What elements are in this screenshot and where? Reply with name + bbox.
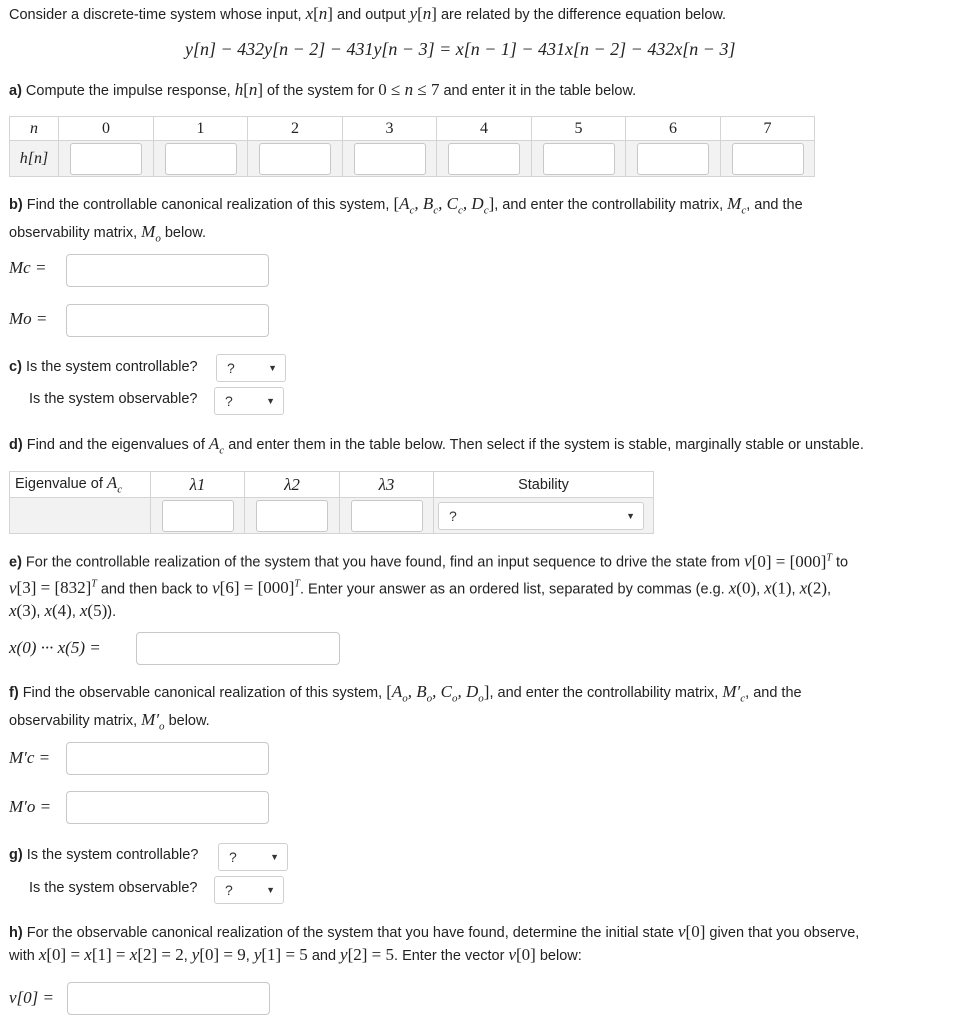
mo-prime-label: M′o = bbox=[9, 797, 52, 816]
lambda1-header: λ1 bbox=[151, 472, 245, 498]
v0-input[interactable] bbox=[67, 982, 270, 1015]
mo-label: Mo = bbox=[9, 309, 48, 328]
stability-header: Stability bbox=[434, 472, 654, 498]
h-header: h[n] bbox=[10, 141, 59, 177]
mc-label: Mc = bbox=[9, 258, 47, 277]
col-header: 7 bbox=[721, 117, 815, 141]
lambda2-header: λ2 bbox=[245, 472, 340, 498]
chevron-down-icon: ▼ bbox=[266, 885, 275, 895]
eig-header: Eigenvalue of $A_c$ bbox=[10, 472, 151, 498]
col-header: 1 bbox=[154, 117, 248, 141]
part-b-text: b) Find the controllable canonical realization of this system, [$A_c$, $B_c$, $C_c$, $D_c$], and enter the controllability matrix, $M_c$, and the observability matrix, $M_o$ below. bbox=[9, 194, 803, 245]
col-header: 3 bbox=[343, 117, 437, 141]
h7-input[interactable] bbox=[732, 143, 804, 175]
col-header: 4 bbox=[437, 117, 532, 141]
col-header: 0 bbox=[59, 117, 154, 141]
h3-input[interactable] bbox=[354, 143, 426, 175]
col-header: 6 bbox=[626, 117, 721, 141]
chevron-down-icon: ▼ bbox=[268, 363, 277, 373]
chevron-down-icon: ▼ bbox=[626, 510, 635, 521]
lambda3-header: λ3 bbox=[340, 472, 434, 498]
h4-input[interactable] bbox=[448, 143, 520, 175]
h1-input[interactable] bbox=[165, 143, 237, 175]
lambda1-input[interactable] bbox=[162, 500, 234, 532]
part-a-text: a) Compute the impulse response, h[n] of the system for 0 ≤ n ≤ 7 and enter it in the table below. bbox=[9, 80, 637, 99]
lambda2-input[interactable] bbox=[256, 500, 328, 532]
chevron-down-icon: ▼ bbox=[266, 396, 275, 406]
x-sequence-input[interactable] bbox=[136, 632, 340, 665]
chevron-down-icon: ▼ bbox=[270, 852, 279, 862]
part-f-text: f) Find the observable canonical realization of this system, [$A_o$, $B_o$, $C_o$, $D_o$], and enter the controllability matrix, $M'_c$, and the observability matrix, $M'_o$ below. bbox=[9, 682, 802, 733]
part-d-text: d) Find and the eigenvalues of $A_c$ and enter them in the table below. Then select if the system is stable, marginally stable or unstable. bbox=[9, 434, 864, 457]
eigenvalue-table bbox=[9, 471, 654, 534]
n-header: n bbox=[10, 117, 59, 141]
part-c-q1: c) Is the system controllable? bbox=[9, 359, 198, 375]
difference-equation: y[n] − 432y[n − 2] − 431y[n − 3] = x[n − 1] − 431x[n − 2] − 432x[n − 3] bbox=[185, 39, 736, 59]
mc-prime-label: M′c = bbox=[9, 748, 51, 767]
part-c-q2: Is the system observable? bbox=[29, 391, 198, 407]
h2-input[interactable] bbox=[259, 143, 331, 175]
impulse-response-table bbox=[9, 116, 815, 177]
col-header: 5 bbox=[532, 117, 626, 141]
stability-select[interactable]: ? ▼ bbox=[438, 502, 644, 530]
part-h-text: h) For the observable canonical realization of the system that you have found, determine the initial state v[0] given that you observe, with x[0] = x[1] = x[2] = 2, y[0] = 9, y[1] = 5 and y[2] = 5. Enter the vector v[0] below: bbox=[9, 922, 860, 964]
x-sequence-label: x(0) ··· x(5) = bbox=[9, 638, 101, 657]
mo-prime-input[interactable] bbox=[66, 791, 269, 824]
v0-label: v[0] = bbox=[9, 988, 54, 1007]
part-g-q1: g) Is the system controllable? bbox=[9, 847, 199, 863]
mc-input[interactable] bbox=[66, 254, 269, 287]
part-e-text: e) For the controllable realization of the system that you have found, find an input sequence to drive the state from $v[0] = [000]^T$ to $v[3] = [832]^T$ and then back to $v[6] = [000]^T$. Enter your answer as an ordered list, separated by commas (e.g. x(0), x(1), x(2), x(3), x(4), x(5)). bbox=[9, 551, 849, 621]
part-g-q2: Is the system observable? bbox=[29, 880, 198, 896]
h6-input[interactable] bbox=[637, 143, 709, 175]
h0-input[interactable] bbox=[70, 143, 142, 175]
observable-select-2[interactable]: ? ▼ bbox=[214, 876, 284, 904]
mo-input[interactable] bbox=[66, 304, 269, 337]
lambda3-input[interactable] bbox=[351, 500, 423, 532]
controllable-select-2[interactable]: ? ▼ bbox=[218, 843, 288, 871]
observable-select[interactable]: ? ▼ bbox=[214, 387, 284, 415]
h5-input[interactable] bbox=[543, 143, 615, 175]
col-header: 2 bbox=[248, 117, 343, 141]
mc-prime-input[interactable] bbox=[66, 742, 269, 775]
intro-text: Consider a discrete-time system whose input, x[n] and output y[n] are related by the difference equation below. bbox=[9, 4, 727, 23]
controllable-select[interactable]: ? ▼ bbox=[216, 354, 286, 382]
